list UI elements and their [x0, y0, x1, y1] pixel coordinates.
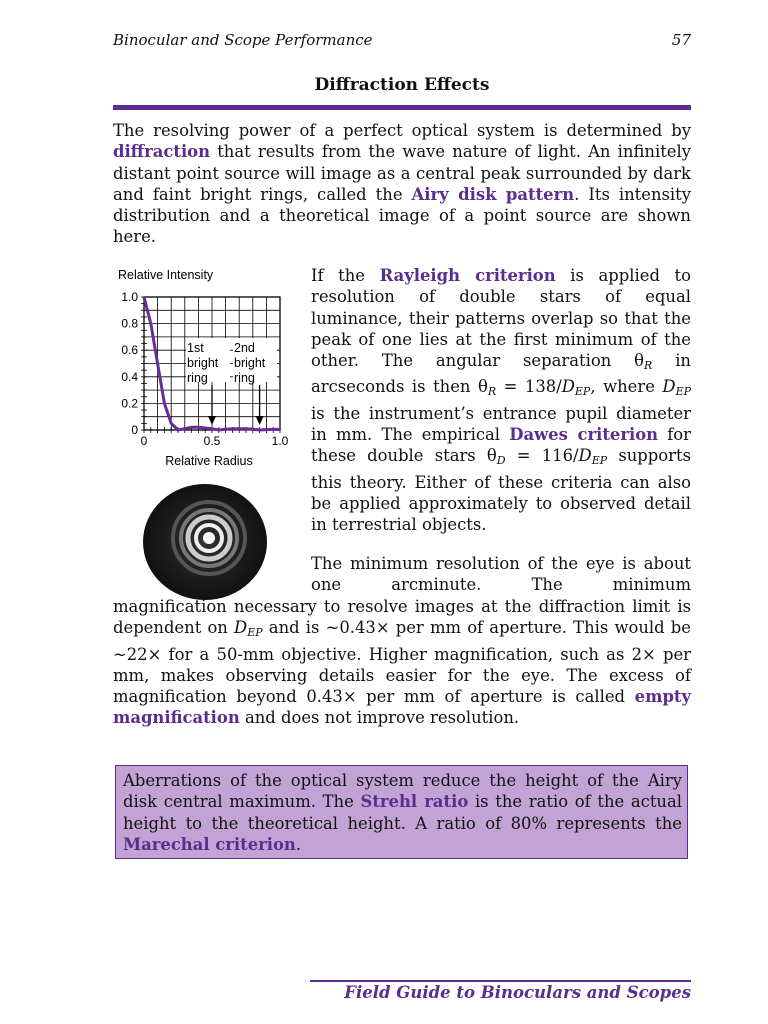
term-empty-magnification: empty magnification [113, 687, 691, 728]
term-airy-disk: Airy disk pattern [411, 184, 575, 204]
y-tick-label: 0.8 [121, 316, 138, 331]
airy-disk-image [141, 482, 269, 602]
rayleigh-paragraph: If the Rayleigh criterion is applied to resolution of double stars of equal luminance, their patterns overlap so that the peak of one lies at the first minimum of the other. The angular separation $\theta_R$ in arcseconds is then $\theta_R = 138/D_{EP}$, where $D_{EP}$ is the instrument’s entrance pupil diameter in mm. The empirical Dawes criterion for these double stars $\theta_D = 116/D_{EP}$ supports this theory. Either of these criteria can also be applied approximately to observed detail in terrestrial objects. [311, 266, 692, 535]
running-header: Binocular and Scope Performance [113, 31, 373, 49]
annotation-arrowhead [256, 416, 264, 425]
footer-rule [310, 980, 691, 982]
callout-text: Aberrations of the optical system reduce the height of the Airy disk central maximum. The Strehl ratio is the ratio of the actual height to the theoretical height. A ratio of 80% represents the Marechal criterion. [123, 771, 682, 854]
resolution-paragraph-start: The minimum resolution of the eye is about one arcminute. The minimum [311, 554, 691, 595]
page-number: 57 [671, 31, 691, 49]
annotation-label: ring [234, 371, 255, 385]
y-tick-label: 0.2 [121, 396, 138, 411]
y-tick-label: 0 [131, 423, 138, 437]
section-title: Diffraction Effects [314, 75, 490, 95]
chart-ylabel: Relative Intensity [118, 268, 214, 282]
y-tick-label: 0.4 [121, 369, 138, 384]
term-diffraction: diffraction [113, 142, 211, 162]
term-dawes: Dawes criterion [509, 425, 659, 445]
term-marechal: Marechal criterion [123, 834, 296, 854]
y-tick-label: 1.0 [121, 290, 138, 304]
intro-paragraph: The resolving power of a perfect optical system is determined by diffraction that results from the wave nature of light. An infinitely distant point source will image as a central peak surrounded by dark and faint bright rings, called the Airy disk pattern. Its intensity distribution and a theoretical image of a point source are shown here. [113, 121, 692, 247]
annotation-label: ring [187, 371, 208, 385]
intensity-chart [108, 262, 298, 472]
y-tick-label: 0.6 [121, 343, 138, 358]
title-rule [113, 105, 691, 110]
callout-box [115, 765, 688, 859]
annotation-arrowhead [208, 416, 216, 425]
resolution-paragraph: magnification necessary to resolve images at the diffraction limit is dependent on $D_{EP}$ and is ~0.43× per mm of aperture. This would be ~22× for a 50-mm objective. Higher magnification, such as 2× per mm, makes observing details easier for the eye. The excess of magnification beyond 0.43× per mm of aperture is called empty magnification and does not improve resolution. [113, 597, 692, 728]
footer-title: Field Guide to Binoculars and Scopes [344, 983, 691, 1002]
x-tick-label: 0 [140, 434, 148, 448]
x-tick-label: 0.5 [203, 434, 221, 448]
annotation-label: 1st [187, 341, 204, 355]
term-strehl: Strehl ratio [360, 792, 469, 812]
term-rayleigh: Rayleigh criterion [379, 266, 556, 285]
annotation-label: 2nd [234, 341, 255, 355]
x-tick-label: 1.0 [271, 434, 289, 448]
chart-xlabel: Relative Radius [165, 454, 253, 468]
annotation-label: bright [234, 356, 266, 370]
annotation-label: bright [187, 356, 219, 370]
